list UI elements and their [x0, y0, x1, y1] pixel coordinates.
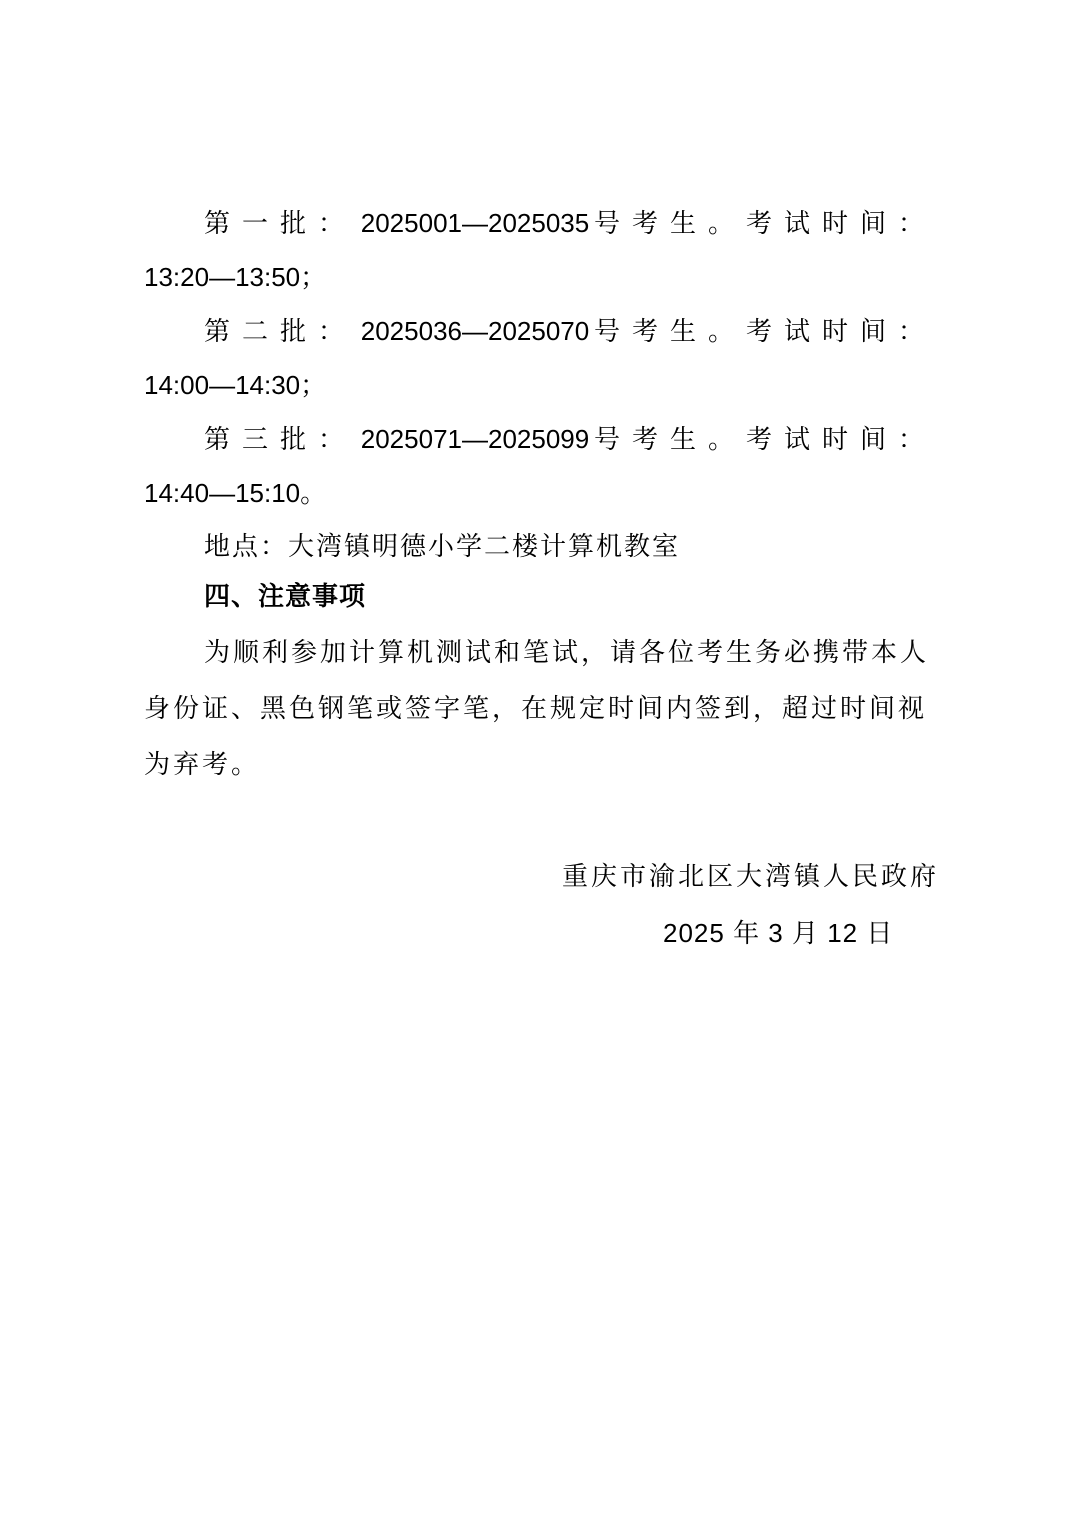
notes-line-2: 身份证、黑色钢笔或签字笔，在规定时间内签到，超过时间视 — [144, 694, 928, 724]
batch-2-suffix: 号考生。考试时间： — [593, 317, 936, 347]
notes-line-3: 为弃考。 — [144, 750, 261, 780]
batch-1-line — [204, 208, 936, 239]
notes-line-1: 为顺利参加计算机测试和笔试，请各位考生务必携带本人 — [204, 638, 930, 668]
batch-2-line — [204, 316, 936, 347]
batch-1-suffix: 号考生。考试时间： — [593, 209, 936, 239]
batch-1-range: 2025001—2025035 — [360, 208, 590, 238]
batch-2-range: 2025036—2025070 — [360, 316, 590, 346]
issuing-organization: 重庆市渝北区大湾镇人民政府 — [562, 862, 940, 892]
batch-1-label: 第一批： — [204, 209, 357, 239]
batch-3-suffix: 号考生。考试时间： — [593, 425, 936, 455]
batch-3-time: 14:40—15:10。 — [144, 478, 327, 508]
section-heading: 四、注意事项 — [204, 582, 367, 612]
batch-2-label: 第二批： — [204, 317, 357, 347]
batch-3-label: 第三批： — [204, 425, 357, 455]
batch-2-time: 14:00—14:30； — [144, 370, 327, 400]
exam-location: 地点：大湾镇明德小学二楼计算机教室 — [204, 532, 681, 562]
batch-3-range: 2025071—2025099 — [360, 424, 590, 454]
batch-3-line — [204, 424, 936, 455]
issue-date: 2025 年 3 月 12 日 — [663, 918, 894, 948]
batch-1-time: 13:20—13:50； — [144, 262, 327, 292]
